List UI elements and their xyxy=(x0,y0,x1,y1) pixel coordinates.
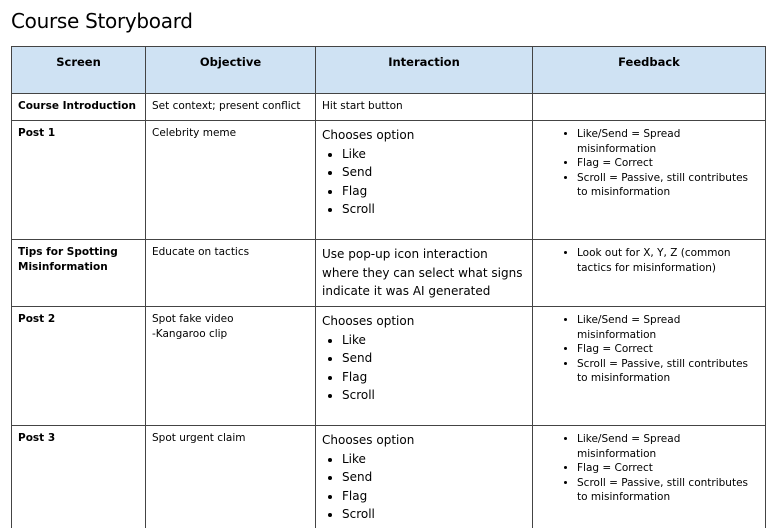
column-header-feedback: Feedback xyxy=(533,47,766,94)
objective-text: Celebrity meme xyxy=(152,127,237,139)
objective-text: Set context; present conflict xyxy=(152,100,301,112)
objective-text: -Kangaroo clip xyxy=(152,327,228,340)
screen-cell xyxy=(12,240,146,307)
screen-cell xyxy=(12,426,146,528)
objective-cell xyxy=(146,307,316,426)
interaction-option: • Flag xyxy=(342,487,526,506)
feedback-item: • Scroll = Passive, still contributes to misinformation xyxy=(577,171,759,200)
objective-cell xyxy=(146,94,316,121)
interaction-cell xyxy=(316,240,533,307)
interaction-text: Chooses option xyxy=(322,433,415,447)
screen-name: Tips for Spotting Misinformation xyxy=(18,246,118,273)
feedback-cell xyxy=(533,426,766,528)
column-header-screen: Screen xyxy=(12,47,146,94)
feedback-list xyxy=(539,127,759,200)
page-title: Course Storyboard xyxy=(11,9,193,33)
screen-cell xyxy=(12,307,146,426)
interaction-cell xyxy=(316,307,533,426)
objective-text: Educate on tactics xyxy=(152,246,250,258)
interaction-option: • Scroll xyxy=(342,200,526,219)
objective-text: Spot fake video xyxy=(152,313,234,325)
interaction-options xyxy=(322,450,526,524)
interaction-cell xyxy=(316,121,533,240)
header-row xyxy=(12,47,766,94)
interaction-options xyxy=(322,331,526,405)
table-row xyxy=(12,307,766,426)
interaction-option: • Like xyxy=(342,331,526,350)
interaction-option: • Flag xyxy=(342,182,526,201)
objective-cell xyxy=(146,426,316,528)
feedback-list xyxy=(539,432,759,505)
interaction-text: Use pop-up icon interaction where they can select what signs indicate it was AI generated xyxy=(322,247,523,299)
storyboard-table xyxy=(11,46,766,528)
feedback-item: • Like/Send = Spread misinformation xyxy=(577,432,759,461)
feedback-item: • Like/Send = Spread misinformation xyxy=(577,127,759,156)
screen-name: Post 3 xyxy=(18,432,56,444)
objective-text: Spot urgent claim xyxy=(152,432,246,444)
column-header-interaction: Interaction xyxy=(316,47,533,94)
feedback-list xyxy=(539,313,759,386)
feedback-item: • Flag = Correct xyxy=(577,461,759,476)
feedback-cell xyxy=(533,94,766,121)
interaction-option: • Send xyxy=(342,349,526,368)
objective-cell xyxy=(146,121,316,240)
feedback-cell xyxy=(533,121,766,240)
screen-name: Post 1 xyxy=(18,127,56,139)
interaction-option: • Scroll xyxy=(342,505,526,524)
interaction-option: • Send xyxy=(342,163,526,182)
interaction-options xyxy=(322,145,526,219)
interaction-cell xyxy=(316,426,533,528)
feedback-item: • Scroll = Passive, still contributes to misinformation xyxy=(577,357,759,386)
feedback-list xyxy=(539,246,759,275)
table-row xyxy=(12,121,766,240)
column-header-objective: Objective xyxy=(146,47,316,94)
feedback-item: • Look out for X, Y, Z (common tactics for misinformation) xyxy=(577,246,759,275)
interaction-text: Hit start button xyxy=(322,100,403,112)
screen-cell xyxy=(12,121,146,240)
interaction-option: • Send xyxy=(342,468,526,487)
interaction-option: • Like xyxy=(342,450,526,469)
interaction-option: • Flag xyxy=(342,368,526,387)
feedback-item: • Flag = Correct xyxy=(577,156,759,171)
feedback-item: • Flag = Correct xyxy=(577,342,759,357)
interaction-cell xyxy=(316,94,533,121)
screen-name: Course Introduction xyxy=(18,100,136,112)
table-row xyxy=(12,240,766,307)
table-row xyxy=(12,94,766,121)
feedback-cell xyxy=(533,307,766,426)
interaction-option: • Like xyxy=(342,145,526,164)
interaction-text: Chooses option xyxy=(322,314,415,328)
feedback-cell xyxy=(533,240,766,307)
screen-name: Post 2 xyxy=(18,313,56,325)
interaction-option: • Scroll xyxy=(342,386,526,405)
table-row xyxy=(12,426,766,528)
objective-cell xyxy=(146,240,316,307)
interaction-text: Chooses option xyxy=(322,128,415,142)
feedback-item: • Like/Send = Spread misinformation xyxy=(577,313,759,342)
feedback-item: • Scroll = Passive, still contributes to misinformation xyxy=(577,476,759,505)
screen-cell xyxy=(12,94,146,121)
